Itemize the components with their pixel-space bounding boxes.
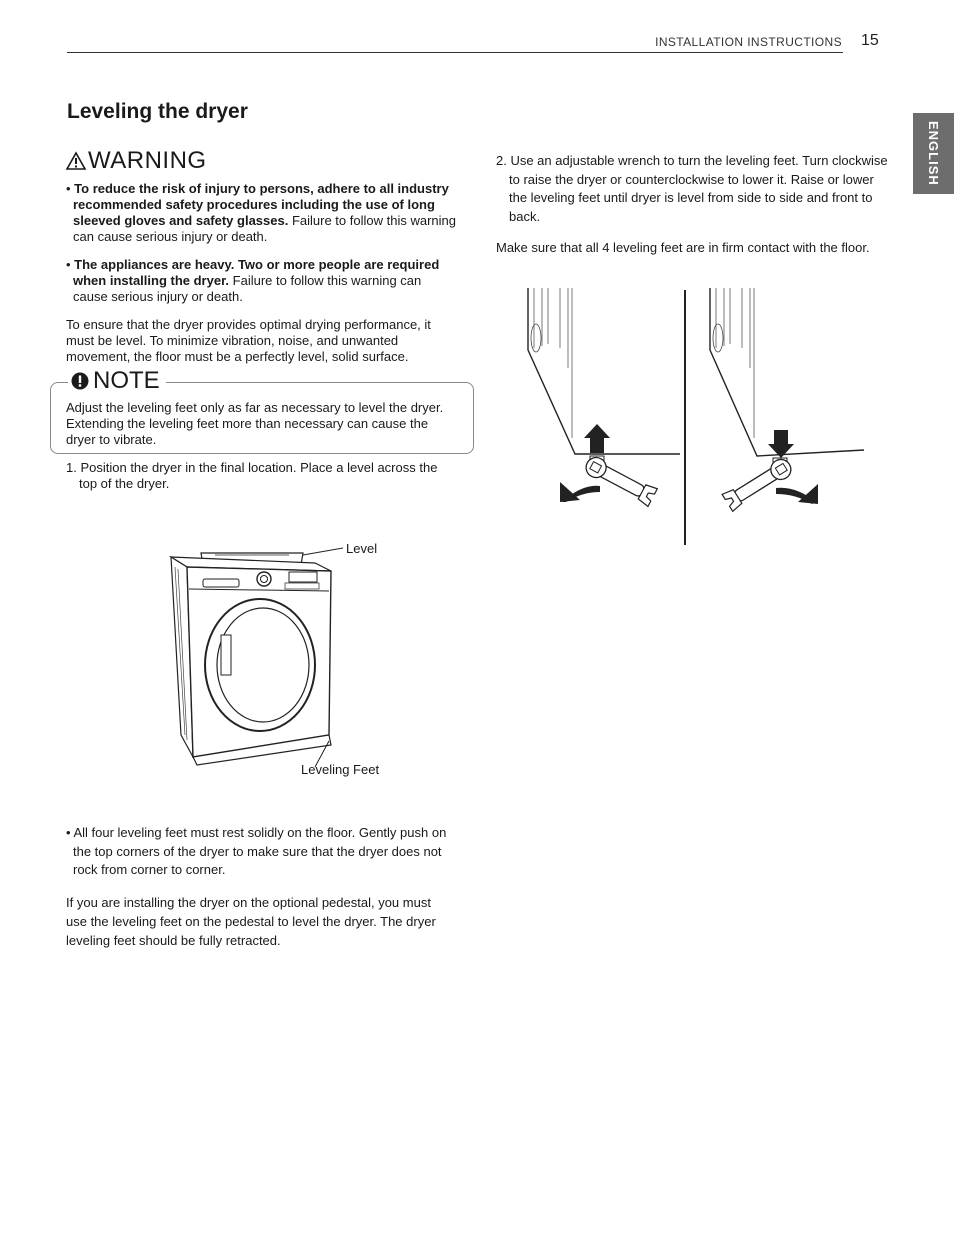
warning-heading-text: WARNING — [88, 147, 207, 174]
header-section-label: INSTALLATION INSTRUCTIONS — [655, 35, 842, 49]
leveling-feet-wrench-illustration — [520, 288, 870, 548]
header-divider — [67, 52, 843, 53]
exclamation-circle-icon — [71, 372, 89, 390]
warning-item-2: • The appliances are heavy. Two or more people are required when installing the dryer. Failure to follow this warning can cause serious injury or death. — [66, 257, 440, 304]
warning-triangle-icon — [66, 152, 86, 170]
page-number: 15 — [861, 32, 879, 49]
language-tab — [913, 113, 954, 194]
warning-item-2-text: Failure to follow this warning can cause serious injury or death. — [73, 273, 422, 304]
warning-item-1-bold: To reduce the risk of injury to persons, adhere to all industry recommended safety procedures including the use of long sleeved gloves and safety glasses. — [73, 181, 449, 228]
warning-item-2-bold: The appliances are heavy. Two or more people are required when installing the dryer. — [73, 257, 440, 288]
section-title: Leveling the dryer — [67, 100, 248, 123]
pedestal-paragraph: If you are installing the dryer on the optional pedestal, you must use the leveling feet on the pedestal to level the dryer. The dryer leveling feet should be fully retracted. — [66, 895, 436, 948]
intro-paragraph: To ensure that the dryer provides optimal drying performance, it must be level. To minimize vibration, noise, and unwanted movement, the floor must be a perfectly level, solid surface. — [66, 317, 431, 364]
label-leveling-feet: Leveling Feet — [301, 762, 380, 777]
bullet-rest-solidly: • All four leveling feet must rest solidly on the floor. Gently push on the top corners of the dryer to make sure that the dryer does not rock from corner to corner. — [66, 825, 447, 877]
warning-item-1-text: Failure to follow this warning can cause serious injury or death. — [73, 213, 456, 244]
contact-note: Make sure that all 4 leveling feet are in firm contact with the floor. — [496, 240, 870, 255]
label-level: Level — [346, 541, 378, 556]
dryer-with-level-illustration — [165, 545, 365, 765]
note-heading — [68, 367, 166, 395]
language-tab-label: ENGLISH — [926, 121, 941, 186]
warning-item-1: • To reduce the risk of injury to persons, adhere to all industry recommended safety procedures including the use of long sleeved gloves and safety glasses. Failure to follow this warning can cause serious injury or death. — [66, 181, 456, 244]
step-2: 2. Use an adjustable wrench to turn the leveling feet. Turn clockwise to raise the dryer or counterclockwise to lower it. Raise or lower the leveling feet until dryer is level from side to side and front to back. — [496, 153, 888, 224]
step-1: 1. Position the dryer in the final location. Place a level across the top of the dryer. — [66, 460, 438, 491]
note-text: Adjust the leveling feet only as far as necessary to level the dryer. Extending the leveling feet more than necessary can cause the dryer to vibrate. — [66, 400, 444, 447]
note-heading-text: NOTE — [93, 367, 160, 394]
warning-heading — [66, 147, 207, 175]
